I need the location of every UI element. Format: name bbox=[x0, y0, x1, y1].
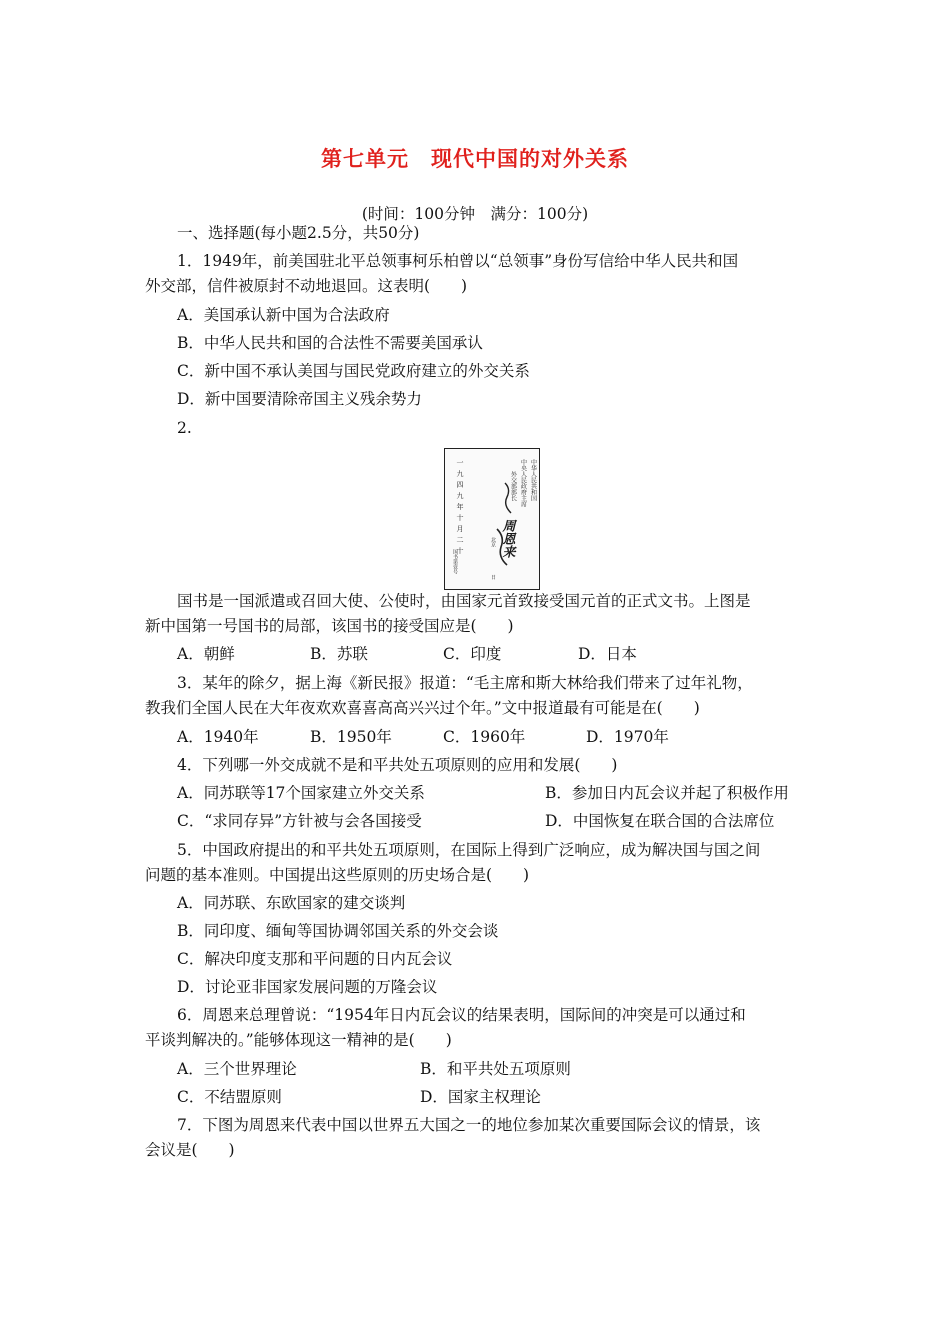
q4-stem: 4．下列哪一外交成就不是和平共处五项原则的应用和发展( ) bbox=[177, 756, 618, 774]
letter-day: 日 bbox=[491, 575, 497, 581]
q4-option-c: C．“求同存异”方针被与会各国接受 bbox=[177, 812, 422, 830]
q6-option-c: C．不结盟原则 bbox=[177, 1088, 282, 1106]
q4-option-d: D．中国恢复在联合国的合法席位 bbox=[545, 812, 775, 830]
q5-option-c: C．解决印度支那和平问题的日内瓦会议 bbox=[177, 950, 453, 968]
q7-stem-line1: 7．下图为周恩来代表中国以世界五大国之一的地位参加某次重要国际会议的情景，该 bbox=[177, 1116, 761, 1134]
q6-option-d: D．国家主权理论 bbox=[420, 1088, 541, 1106]
q5-stem-line2: 问题的基本准则。中国提出这些原则的历史场合是( ) bbox=[145, 866, 530, 884]
exam-meta: (时间：100分钟 满分：100分) bbox=[361, 205, 589, 223]
q1-stem-line1: 1．1949年，前美国驻北平总领事柯乐柏曾以“总领事”身份写信给中华人民共和国 bbox=[177, 252, 739, 270]
q2-stem-line2: 新中国第一号国书的局部，该国书的接受国应是( ) bbox=[145, 617, 514, 635]
q1-option-a: A．美国承认新中国为合法政府 bbox=[177, 306, 390, 324]
q3-stem-line1: 3．某年的除夕，据上海《新民报》报道：“毛主席和斯大林给我们带来了过年礼物， bbox=[177, 674, 753, 692]
q6-stem-line2: 平谈判解决的。”能够体现这一精神的是( ) bbox=[145, 1031, 452, 1049]
q4-option-b: B．参加日内瓦会议并起了积极作用 bbox=[545, 784, 789, 802]
q2-number: 2. bbox=[177, 419, 192, 437]
q4-option-a: A．同苏联等17个国家建立外交关系 bbox=[177, 784, 425, 802]
q2-option-c: C．印度 bbox=[443, 645, 502, 663]
q1-option-d: D．新中国要清除帝国主义残余势力 bbox=[177, 390, 422, 408]
letter-date-column: 一九四九年十月二十 bbox=[456, 459, 464, 558]
q2-option-a: A．朝鲜 bbox=[177, 645, 235, 663]
q2-option-d: D．日本 bbox=[578, 645, 637, 663]
q3-option-a: A．1940年 bbox=[177, 728, 259, 746]
letter-minister-column: 外交部部长 bbox=[509, 471, 517, 501]
q1-option-b: B．中华人民共和国的合法性不需要美国承认 bbox=[177, 334, 483, 352]
q2-option-b: B．苏联 bbox=[310, 645, 368, 663]
q3-option-b: B．1950年 bbox=[310, 728, 392, 746]
q5-option-d: D．讨论亚非国家发展问题的万隆会议 bbox=[177, 978, 438, 996]
q6-option-b: B．和平共处五项原则 bbox=[420, 1060, 571, 1078]
unit-title: 第七单元 现代中国的对外关系 bbox=[321, 147, 629, 171]
q6-stem-line1: 6．周恩来总理曾说：“1954年日内瓦会议的结果表明，国际间的冲突是可以通过和 bbox=[177, 1006, 746, 1024]
q2-stem-line1: 国书是一国派遣或召回大使、公使时，由国家元首致接受国元首的正式文书。上图是 bbox=[177, 592, 751, 610]
q3-option-c: C．1960年 bbox=[443, 728, 526, 746]
credential-letter-image bbox=[444, 448, 540, 590]
q3-stem-line2: 教我们全国人民在大年夜欢欢喜喜高高兴兴过个年。”文中报道最有可能是在( ) bbox=[145, 699, 700, 717]
q5-option-a: A．同苏联、东欧国家的建交谈判 bbox=[177, 894, 406, 912]
letter-stamp: 国书第壹号 bbox=[452, 549, 458, 574]
letter-signature: 周恩来 bbox=[499, 519, 515, 558]
section-heading: 一、选择题(每小题2.5分，共50分) bbox=[177, 224, 420, 242]
q6-option-a: A．三个世界理论 bbox=[177, 1060, 297, 1078]
q1-stem-line2: 外交部，信件被原封不动地退回。这表明( ) bbox=[145, 277, 468, 295]
q7-stem-line2: 会议是( ) bbox=[145, 1141, 235, 1159]
letter-place: 北京 bbox=[490, 537, 496, 547]
q1-option-c: C．新中国不承认美国与国民党政府建立的外交关系 bbox=[177, 362, 530, 380]
letter-sender-column: 中央人民政府主席 bbox=[519, 459, 527, 507]
q3-option-d: D．1970年 bbox=[586, 728, 669, 746]
q5-stem-line1: 5．中国政府提出的和平共处五项原则，在国际上得到广泛响应，成为解决国与国之间 bbox=[177, 841, 761, 859]
letter-title-column: 中华人民共和国 bbox=[529, 459, 537, 501]
q5-option-b: B．同印度、缅甸等国协调邻国关系的外交会谈 bbox=[177, 922, 499, 940]
